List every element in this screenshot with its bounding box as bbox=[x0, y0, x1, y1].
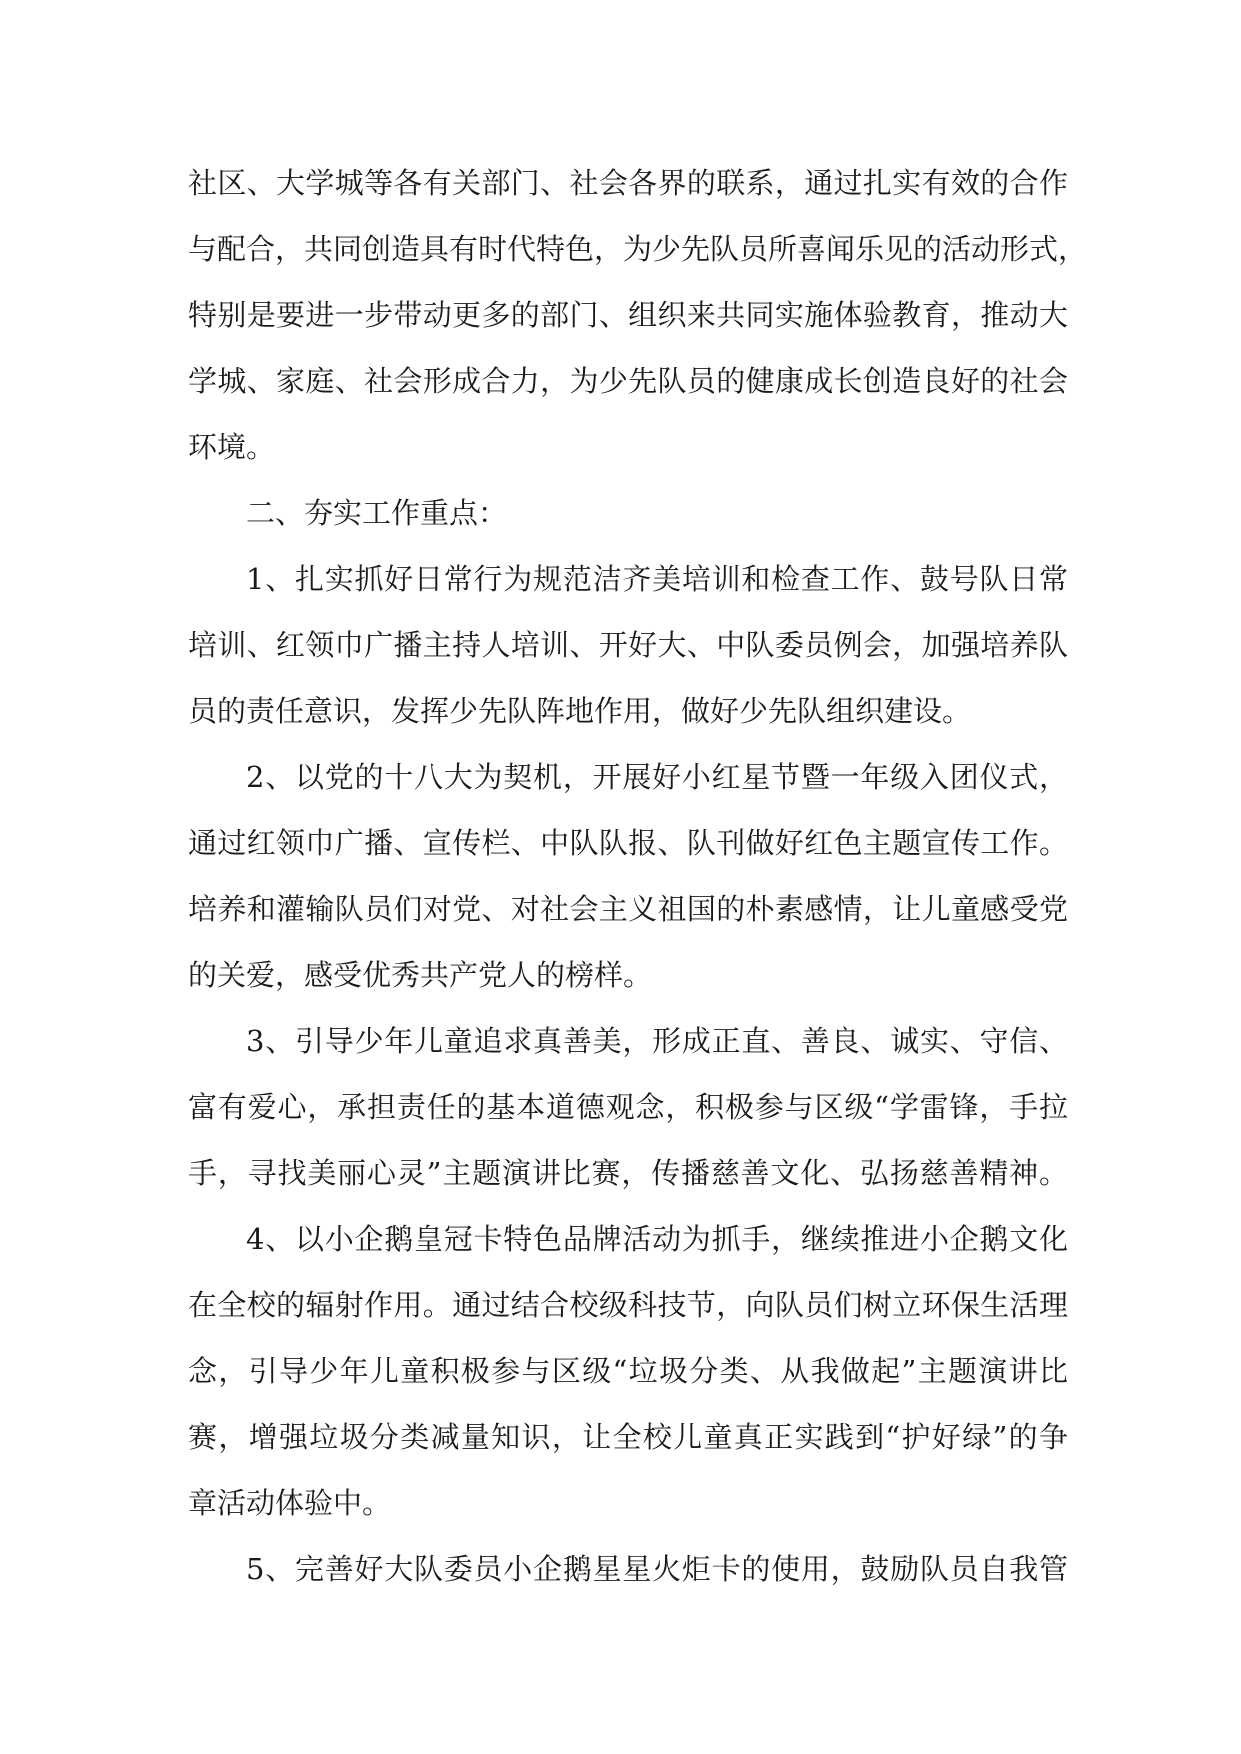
text-line: 培训、红领巾广播主持人培训、开好大、中队委员例会，加强培养队 bbox=[188, 628, 1068, 662]
text-line: 特别是要进一步带动更多的部门、组织来共同实施体验教育，推动大 bbox=[188, 298, 1068, 332]
section-heading: 二、夯实工作重点： bbox=[246, 496, 508, 530]
text-line: 1、扎实抓好日常行为规范洁齐美培训和检查工作、鼓号队日常 bbox=[246, 562, 1068, 596]
text-line: 富有爱心，承担责任的基本道德观念，积极参与区级“学雷锋，手拉 bbox=[188, 1090, 1068, 1124]
text-line: 4、以小企鹅皇冠卡特色品牌活动为抓手，继续推进小企鹅文化 bbox=[246, 1222, 1068, 1256]
text-line: 章活动体验中。 bbox=[188, 1486, 392, 1520]
text-line: 环境。 bbox=[188, 430, 276, 464]
text-line: 学城、家庭、社会形成合力，为少先队员的健康成长创造良好的社会 bbox=[188, 364, 1068, 398]
text-line: 念，引导少年儿童积极参与区级“垃圾分类、从我做起”主题演讲比 bbox=[188, 1354, 1068, 1388]
text-line: 赛，增强垃圾分类减量知识，让全校儿童真正实践到“护好绿”的争 bbox=[188, 1420, 1068, 1454]
text-line: 的关爱，感受优秀共产党人的榜样。 bbox=[188, 958, 653, 992]
text-line: 通过红领巾广播、宣传栏、中队队报、队刊做好红色主题宣传工作。 bbox=[188, 826, 1068, 860]
text-line: 3、引导少年儿童追求真善美，形成正直、善良、诚实、守信、 bbox=[246, 1024, 1068, 1058]
text-line: 2、以党的十八大为契机，开展好小红星节暨一年级入团仪式， bbox=[246, 760, 1068, 794]
text-line: 社区、大学城等各有关部门、社会各界的联系，通过扎实有效的合作 bbox=[188, 166, 1068, 200]
text-line: 手，寻找美丽心灵”主题演讲比赛，传播慈善文化、弘扬慈善精神。 bbox=[188, 1156, 1068, 1190]
text-line: 5、完善好大队委员小企鹅星星火炬卡的使用，鼓励队员自我管 bbox=[246, 1552, 1068, 1586]
text-line: 员的责任意识，发挥少先队阵地作用，做好少先队组织建设。 bbox=[188, 694, 972, 728]
document-body bbox=[188, 150, 1088, 1602]
text-line: 在全校的辐射作用。通过结合校级科技节，向队员们树立环保生活理 bbox=[188, 1288, 1068, 1322]
text-line: 培养和灌输队员们对党、对社会主义祖国的朴素感情，让儿童感受党 bbox=[188, 892, 1068, 926]
text-line: 与配合，共同创造具有时代特色，为少先队员所喜闻乐见的活动形式， bbox=[188, 232, 1088, 266]
